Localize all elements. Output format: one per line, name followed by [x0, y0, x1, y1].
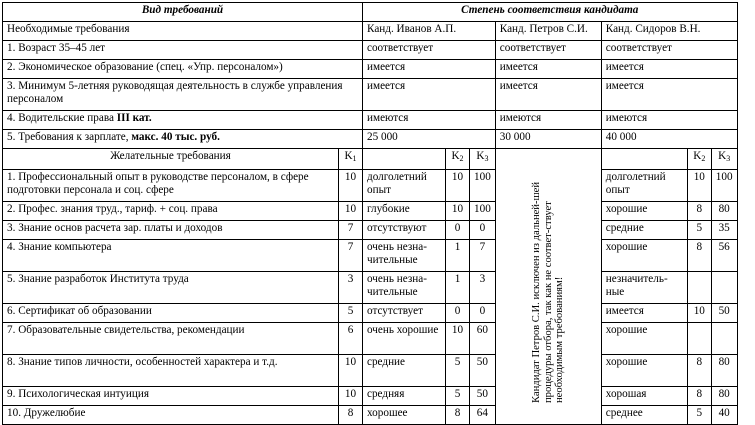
sidorov-assessment: среднее	[601, 406, 687, 425]
ivanov-k2: 5	[446, 387, 470, 406]
ivanov-k2: 8	[446, 406, 470, 425]
required-item-emphasis: макс. 40 тыс. руб.	[131, 131, 220, 143]
table-row	[3, 111, 738, 130]
table-row	[3, 41, 738, 60]
table-row	[3, 79, 738, 111]
sidorov-assessment: хорошая	[601, 387, 687, 406]
desired-item: 2. Профес. знания труд., тариф. + соц. права	[3, 202, 339, 221]
petrov-value: имеются	[495, 111, 601, 130]
sidorov-k2	[687, 272, 711, 304]
ivanov-assessment: средние	[363, 355, 446, 387]
required-item-text: 4. Водительские права	[7, 112, 114, 124]
required-item: 3. Минимум 5-летняя руководящая деятельность в службе управления персоналом	[3, 79, 363, 111]
k1-letter: K	[344, 150, 353, 162]
sidorov-value: имеется	[601, 60, 737, 79]
ivanov-assessment: средняя	[363, 387, 446, 406]
ivanov-k3: 64	[470, 406, 496, 425]
k1-value: 10	[339, 387, 363, 406]
ivanov-value: соответствует	[363, 41, 496, 60]
k1-value: 5	[339, 304, 363, 323]
desired-requirements-label: Желательные требования	[3, 149, 339, 170]
petrov-value: соответствует	[495, 41, 601, 60]
petrov-value: имеется	[495, 60, 601, 79]
required-item-text: 5. Требования к зарплате,	[7, 131, 129, 143]
sidorov-k3: 80	[711, 355, 737, 387]
desired-item: 8. Знание типов личности, особенностей характера и т.д.	[3, 355, 339, 387]
ivanov-k3: 50	[470, 387, 496, 406]
k1-value: 7	[339, 240, 363, 272]
desired-item: 3. Знание основ расчета зар. платы и доходов	[3, 221, 339, 240]
ivanov-k2: 0	[446, 304, 470, 323]
sidorov-value: имеются	[601, 111, 737, 130]
sidorov-k3: 40	[711, 406, 737, 425]
ivanov-k2: 1	[446, 240, 470, 272]
ivanov-assessment: долголетний опыт	[363, 170, 446, 202]
ivanov-assessment: хорошее	[363, 406, 446, 425]
sidorov-k2: 5	[687, 221, 711, 240]
ivanov-value: имеется	[363, 60, 496, 79]
sidorov-k3: 80	[711, 202, 737, 221]
ivanov-value: имеются	[363, 111, 496, 130]
ivanov-k2-header	[446, 149, 470, 170]
ivanov-blank-header	[363, 149, 446, 170]
k2-subscript: 2	[459, 154, 464, 163]
ivanov-k2: 10	[446, 202, 470, 221]
ivanov-k3: 60	[470, 323, 496, 355]
k2-letter: K	[693, 150, 702, 162]
petrov-value: имеется	[495, 79, 601, 111]
sidorov-value: соответствует	[601, 41, 737, 60]
desired-item: 1. Профессиональный опыт в руководстве персоналом, в сфере подготовки персонала и соц. сфере	[3, 170, 339, 202]
sidorov-k2	[687, 323, 711, 355]
desired-item: 5. Знание разработок Института труда	[3, 272, 339, 304]
desired-item: 7. Образовательные свидетельства, рекомендации	[3, 323, 339, 355]
ivanov-k2: 10	[446, 170, 470, 202]
sidorov-k2: 8	[687, 387, 711, 406]
sidorov-assessment: имеется	[601, 304, 687, 323]
ivanov-assessment: очень незна-чительные	[363, 240, 446, 272]
table-row	[3, 304, 738, 323]
required-item	[3, 111, 363, 130]
sidorov-k3: 50	[711, 304, 737, 323]
k1-value: 8	[339, 406, 363, 425]
required-item: 2. Экономическое образование (спец. «Упр. персоналом»)	[3, 60, 363, 79]
ivanov-assessment: отсутствует	[363, 304, 446, 323]
sidorov-k3: 56	[711, 240, 737, 272]
sidorov-k2: 8	[687, 202, 711, 221]
candidate-sidorov-header: Канд. Сидоров В.Н.	[601, 22, 737, 41]
sidorov-k3	[711, 272, 737, 304]
k3-subscript: 3	[484, 154, 489, 163]
petrov-exclusion-note	[495, 149, 601, 425]
required-item	[3, 130, 363, 149]
header-requirement-type: Вид требований	[3, 3, 363, 22]
ivanov-assessment: очень незна-чительные	[363, 272, 446, 304]
sidorov-assessment: хорошие	[601, 202, 687, 221]
table-row	[3, 202, 738, 221]
desired-item: 6. Сертификат об образовании	[3, 304, 339, 323]
k3-subscript: 3	[726, 154, 731, 163]
ivanov-k2: 10	[446, 323, 470, 355]
sidorov-value: 40 000	[601, 130, 737, 149]
desired-item: 10. Дружелюбие	[3, 406, 339, 425]
required-item-emphasis: III кат.	[116, 112, 152, 124]
sidorov-k2: 8	[687, 355, 711, 387]
ivanov-k3-header	[470, 149, 496, 170]
candidate-ivanov-header: Канд. Иванов А.П.	[363, 22, 496, 41]
k1-value: 3	[339, 272, 363, 304]
sidorov-assessment: средние	[601, 221, 687, 240]
sidorov-assessment: незначитель-ные	[601, 272, 687, 304]
ivanov-k3: 7	[470, 240, 496, 272]
ivanov-k3: 100	[470, 170, 496, 202]
table-row	[3, 60, 738, 79]
ivanov-k2: 5	[446, 355, 470, 387]
k3-letter: K	[718, 150, 727, 162]
ivanov-k3: 50	[470, 355, 496, 387]
candidate-requirements-table	[2, 2, 738, 425]
k1-value: 10	[339, 170, 363, 202]
ivanov-k2: 0	[446, 221, 470, 240]
sidorov-k3: 100	[711, 170, 737, 202]
ivanov-value: 25 000	[363, 130, 496, 149]
sidorov-k2-header	[687, 149, 711, 170]
table-row	[3, 387, 738, 406]
table-row	[3, 406, 738, 425]
sidorov-assessment: хорошие	[601, 323, 687, 355]
desired-item: 9. Психологическая интуиция	[3, 387, 339, 406]
table-row	[3, 355, 738, 387]
sidorov-assessment: хорошие	[601, 240, 687, 272]
k1-header	[339, 149, 363, 170]
petrov-value: 30 000	[495, 130, 601, 149]
table-row	[3, 170, 738, 202]
sidorov-assessment: долголетний опыт	[601, 170, 687, 202]
sidorov-k3: 80	[711, 387, 737, 406]
ivanov-assessment: очень хорошие	[363, 323, 446, 355]
ivanov-k3: 0	[470, 304, 496, 323]
ivanov-assessment: отсутствуют	[363, 221, 446, 240]
required-requirements-label: Необходимые требования	[3, 22, 363, 41]
ivanov-assessment: глубокие	[363, 202, 446, 221]
sidorov-k2: 10	[687, 170, 711, 202]
k1-value: 10	[339, 355, 363, 387]
ivanov-k3: 3	[470, 272, 496, 304]
ivanov-value: имеется	[363, 79, 496, 111]
sidorov-blank-header	[601, 149, 687, 170]
k2-subscript: 2	[701, 154, 706, 163]
candidate-petrov-header: Канд. Петров С.И.	[495, 22, 601, 41]
table-row	[3, 240, 738, 272]
k3-letter: K	[476, 150, 485, 162]
table-row	[3, 272, 738, 304]
sidorov-k3: 35	[711, 221, 737, 240]
sidorov-k2: 5	[687, 406, 711, 425]
petrov-exclusion-text: Кандидат Петров С.И. исключен из дальней-шей процедуры отбора, так как не соответ-ствует необходимым требованиям!	[531, 181, 566, 403]
k1-value: 10	[339, 202, 363, 221]
table-row	[3, 221, 738, 240]
sidorov-k2: 10	[687, 304, 711, 323]
k1-subscript: 1	[352, 154, 357, 163]
header-candidate-match: Степень соответствия кандидата	[363, 3, 738, 22]
sidorov-value: имеется	[601, 79, 737, 111]
ivanov-k3: 0	[470, 221, 496, 240]
required-item: 1. Возраст 35–45 лет	[3, 41, 363, 60]
sidorov-k3	[711, 323, 737, 355]
desired-item: 4. Знание компьютера	[3, 240, 339, 272]
ivanov-k3: 100	[470, 202, 496, 221]
sidorov-k3-header	[711, 149, 737, 170]
sidorov-k2: 8	[687, 240, 711, 272]
table-row	[3, 323, 738, 355]
sidorov-assessment: хорошие	[601, 355, 687, 387]
k1-value: 7	[339, 221, 363, 240]
k2-letter: K	[451, 150, 460, 162]
ivanov-k2: 1	[446, 272, 470, 304]
k1-value: 6	[339, 323, 363, 355]
page	[2, 2, 738, 425]
table-row	[3, 130, 738, 149]
